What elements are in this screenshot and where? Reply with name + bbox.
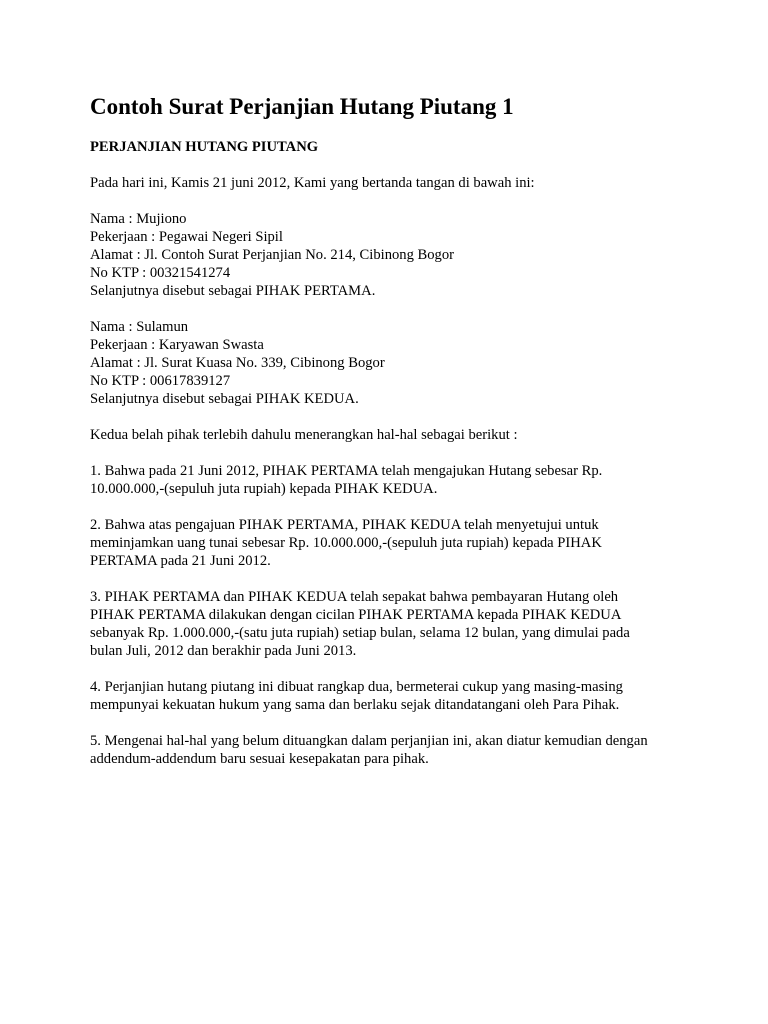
clause-line: meminjamkan uang tunai sebesar Rp. 10.000.000,-(sepuluh juta rupiah) kepada PIHAK [90,535,602,551]
clause-4 [90,678,690,714]
clause-5 [90,732,690,768]
clause-line: bulan Juli, 2012 dan berakhir pada Juni 2013. [90,643,357,659]
clause-line: 4. Perjanjian hutang piutang ini dibuat rangkap dua, bermeterai cukup yang masing-masing [90,679,623,695]
party-one-ktp: No KTP : 00321541274 [90,265,231,281]
clause-line: 1. Bahwa pada 21 Juni 2012, PIHAK PERTAMA telah mengajukan Hutang sebesar Rp. [90,463,603,479]
party-one-designation: Selanjutnya disebut sebagai PIHAK PERTAMA. [90,283,376,299]
clause-2 [90,516,690,570]
clause-line: 10.000.000,-(sepuluh juta rupiah) kepada PIHAK KEDUA. [90,481,438,497]
party-two-ktp: No KTP : 00617839127 [90,373,231,389]
clause-line: PERTAMA pada 21 Juni 2012. [90,553,271,569]
party-one-block [90,210,690,300]
clause-line: 2. Bahwa atas pengajuan PIHAK PERTAMA, PIHAK KEDUA telah menyetujui untuk [90,517,599,533]
clause-line: sebanyak Rp. 1.000.000,-(satu juta rupiah) setiap bulan, selama 12 bulan, yang dimulai pada [90,625,630,641]
party-one-job: Pekerjaan : Pegawai Negeri Sipil [90,229,283,245]
party-two-designation: Selanjutnya disebut sebagai PIHAK KEDUA. [90,391,359,407]
document-title: Contoh Surat Perjanjian Hutang Piutang 1 [90,94,514,119]
clause-line: 3. PIHAK PERTAMA dan PIHAK KEDUA telah sepakat bahwa pembayaran Hutang oleh [90,589,619,605]
document-body [90,174,690,768]
party-two-name: Nama : Sulamun [90,319,189,335]
party-two-job: Pekerjaan : Karyawan Swasta [90,337,264,353]
opening-paragraph: Pada hari ini, Kamis 21 juni 2012, Kami yang bertanda tangan di bawah ini: [90,175,535,191]
clause-1 [90,462,690,498]
party-two-block [90,318,690,408]
party-two-address: Alamat : Jl. Surat Kuasa No. 339, Cibinong Bogor [90,355,385,371]
clause-line: PIHAK PERTAMA dilakukan dengan cicilan PIHAK PERTAMA kepada PIHAK KEDUA [90,607,622,623]
party-one-address: Alamat : Jl. Contoh Surat Perjanjian No. 214, Cibinong Bogor [90,247,455,263]
party-one-name: Nama : Mujiono [90,211,187,227]
agreement-heading: PERJANJIAN HUTANG PIUTANG [90,139,319,155]
clause-line: mempunyai kekuatan hukum yang sama dan berlaku sejak ditandatangani oleh Para Pihak. [90,697,620,713]
clause-3 [90,588,690,660]
intro-paragraph: Kedua belah pihak terlebih dahulu menerangkan hal-hal sebagai berikut : [90,427,518,443]
clause-line: 5. Mengenai hal-hal yang belum dituangkan dalam perjanjian ini, akan diatur kemudian dengan [90,733,648,749]
clause-line: addendum-addendum baru sesuai kesepakatan para pihak. [90,751,429,767]
